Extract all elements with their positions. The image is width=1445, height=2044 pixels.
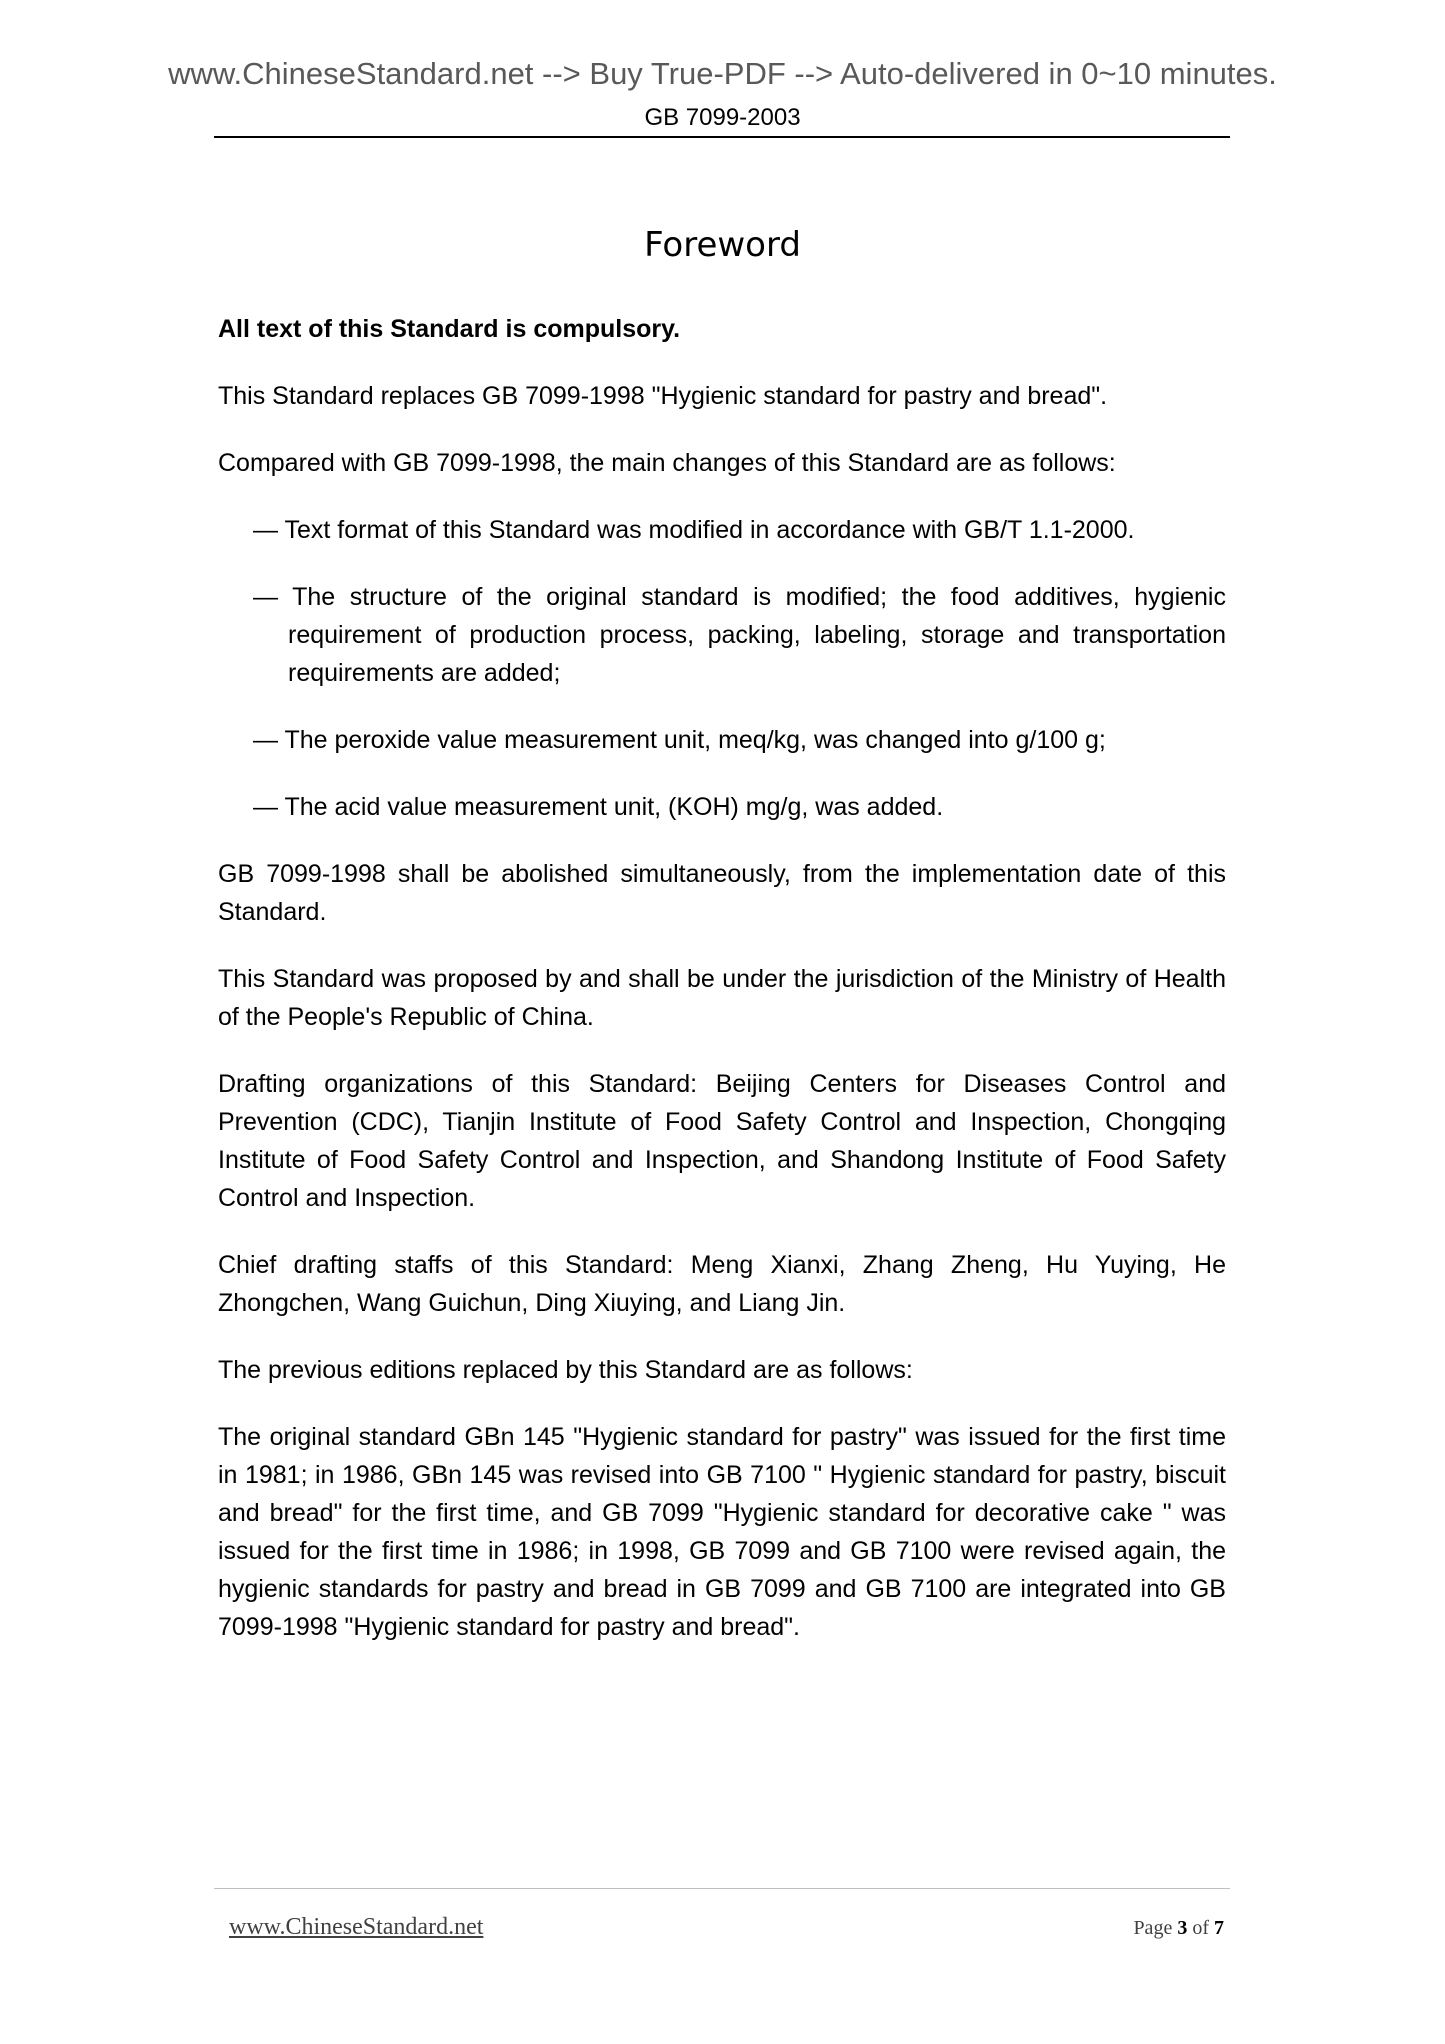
page-title: Foreword bbox=[644, 225, 801, 265]
footer-divider bbox=[214, 1888, 1230, 1889]
previous-editions-history: The original standard GBn 145 "Hygienic standard for pastry" was issued for the first time in 1981; in 1986, GBn 145 was revised into GB 7100 " Hygienic standard for pastry, biscuit and bread" for the first time, and GB 7099 "Hygienic standard for decorative cake " was issued for the first time in 1986; in 1998, GB 7099 and GB 7100 were revised again, the hygienic standards for pastry and bread in GB 7099 and GB 7100 are integrated into GB 7099-1998 "Hygienic standard for pastry and bread". bbox=[218, 1423, 1226, 1641]
previous-editions-intro: The previous editions replaced by this Standard are as follows: bbox=[218, 1356, 913, 1384]
footer-website-link[interactable]: www.ChineseStandard.net bbox=[229, 1914, 484, 1940]
standard-code-header: GB 7099-2003 bbox=[644, 104, 801, 131]
change-item: — The acid value measurement unit, (KOH) mg/g, was added. bbox=[253, 793, 944, 821]
change-item: — The structure of the original standard is modified; the food additives, hygienic requirement of production process, packing, labeling, storage and transportation requirements are added; bbox=[253, 583, 1226, 687]
compulsory-statement: All text of this Standard is compulsory. bbox=[218, 315, 681, 343]
page-of: of bbox=[1192, 1917, 1209, 1939]
page-current: 3 bbox=[1177, 1917, 1188, 1939]
change-item: — Text format of this Standard was modified in accordance with GB/T 1.1-2000. bbox=[253, 516, 1135, 544]
changes-intro: Compared with GB 7099-1998, the main changes of this Standard are as follows: bbox=[218, 449, 1116, 477]
abolished-paragraph: GB 7099-1998 shall be abolished simultaneously, from the implementation date of this Standard. bbox=[218, 860, 1226, 926]
drafting-organizations-paragraph: Drafting organizations of this Standard: Beijing Centers for Diseases Control and Prevention (CDC), Tianjin Institute of Food Safety Control and Inspection, Chongqing Institute of Food Safety Control and Inspection, and Shandong Institute of Food Safety Control and Inspection. bbox=[218, 1070, 1226, 1212]
header-divider bbox=[214, 136, 1230, 138]
drafting-staff-paragraph: Chief drafting staffs of this Standard: Meng Xianxi, Zhang Zheng, Hu Yuying, He Zhongchen, Wang Guichun, Ding Xiuying, and Liang Jin. bbox=[218, 1251, 1226, 1317]
replaces-paragraph: This Standard replaces GB 7099-1998 "Hygienic standard for pastry and bread". bbox=[218, 382, 1108, 410]
page-total: 7 bbox=[1214, 1917, 1224, 1939]
change-item: — The peroxide value measurement unit, meq/kg, was changed into g/100 g; bbox=[253, 726, 1106, 754]
page-label: Page bbox=[1133, 1917, 1173, 1939]
document-body bbox=[218, 310, 1226, 1675]
page-number bbox=[1133, 1917, 1224, 1940]
proposed-paragraph: This Standard was proposed by and shall be under the jurisdiction of the Ministry of Health of the People's Republic of China. bbox=[218, 965, 1226, 1031]
top-banner-link[interactable]: www.ChineseStandard.net --> Buy True-PDF --> Auto-delivered in 0~10 minutes. bbox=[168, 56, 1277, 91]
